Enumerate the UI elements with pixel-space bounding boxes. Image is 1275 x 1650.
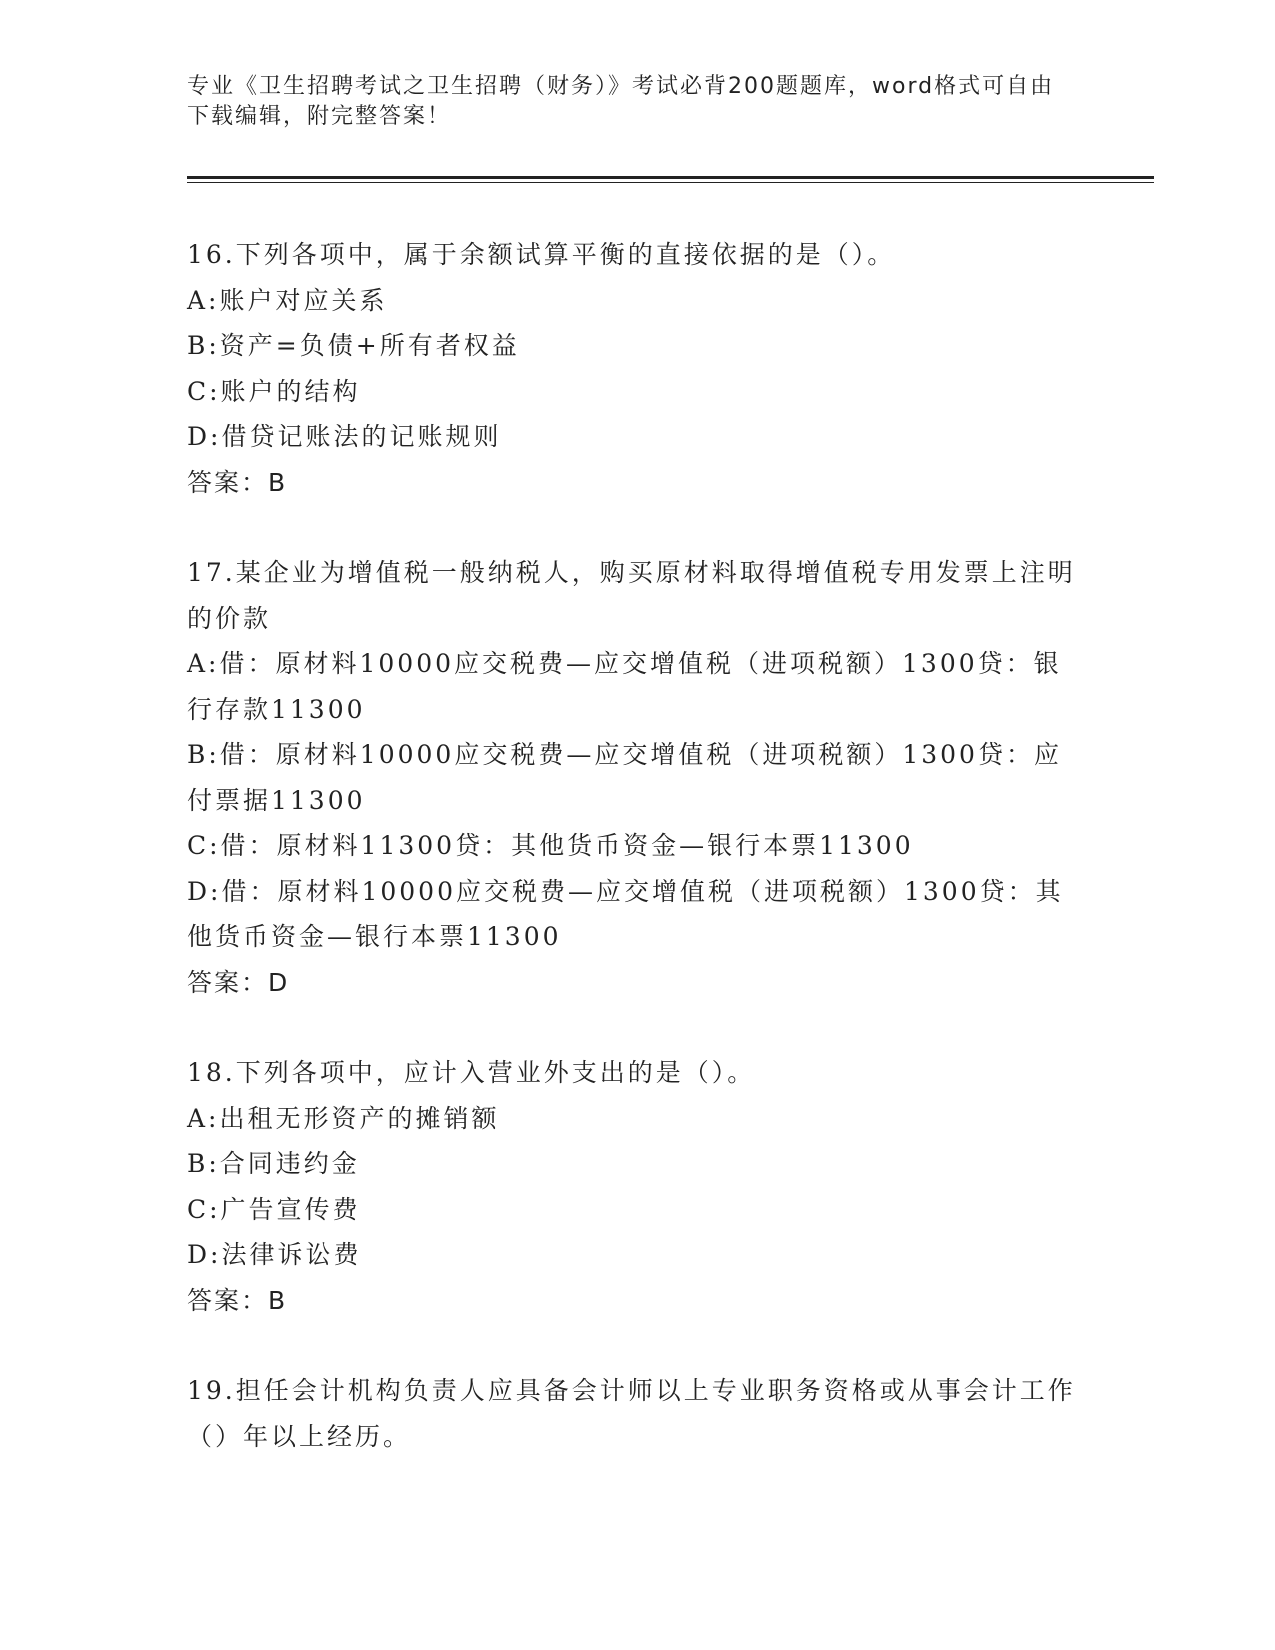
answer: 答案：B	[187, 1285, 288, 1315]
question-18	[187, 1050, 1087, 1323]
question-stem: 19.担任会计机构负责人应具备会计师以上专业职务资格或从事会计工作（）年以上经历。	[187, 1376, 1076, 1451]
option-a: A:借：原材料10000应交税费—应交增值税（进项税额）1300贷：银行存款11300	[187, 649, 1062, 724]
question-19	[187, 1368, 1087, 1459]
option-d: D:借：原材料10000应交税费—应交增值税（进项税额）1300贷：其他货币资金—银行本票11300	[187, 876, 1064, 951]
option-a: A:账户对应关系	[187, 285, 388, 315]
question-stem: 18.下列各项中，应计入营业外支出的是（）。	[187, 1058, 756, 1087]
option-d: D:法律诉讼费	[187, 1240, 362, 1269]
option-c: C:借：原材料11300贷：其他货币资金—银行本票11300	[187, 831, 914, 860]
question-16	[187, 232, 1087, 505]
question-list	[187, 232, 1087, 1504]
header-divider-thick	[187, 176, 1154, 179]
option-b: B:借：原材料10000应交税费—应交增值税（进项税额）1300贷：应付票据11300	[187, 740, 1062, 815]
header-divider-thin	[187, 182, 1154, 183]
option-c: C:账户的结构	[187, 376, 361, 406]
answer: 答案：B	[187, 467, 288, 497]
question-stem: 17.某企业为增值税一般纳税人，购买原材料取得增值税专用发票上注明的价款	[187, 558, 1076, 633]
option-a: A:出租无形资产的摊销额	[187, 1103, 500, 1133]
answer: 答案：D	[187, 967, 290, 997]
option-b: B:合同违约金	[187, 1149, 360, 1178]
option-d: D:借贷记账法的记账规则	[187, 422, 502, 451]
question-17	[187, 550, 1087, 1005]
option-c: C:广告宣传费	[187, 1194, 361, 1224]
document-header: 专业《卫生招聘考试之卫生招聘（财务）》考试必背200题题库，word格式可自由下载编辑，附完整答案！	[187, 74, 1055, 129]
question-stem: 16.下列各项中，属于余额试算平衡的直接依据的是（）。	[187, 240, 896, 269]
option-b: B:资产=负债+所有者权益	[187, 331, 520, 360]
